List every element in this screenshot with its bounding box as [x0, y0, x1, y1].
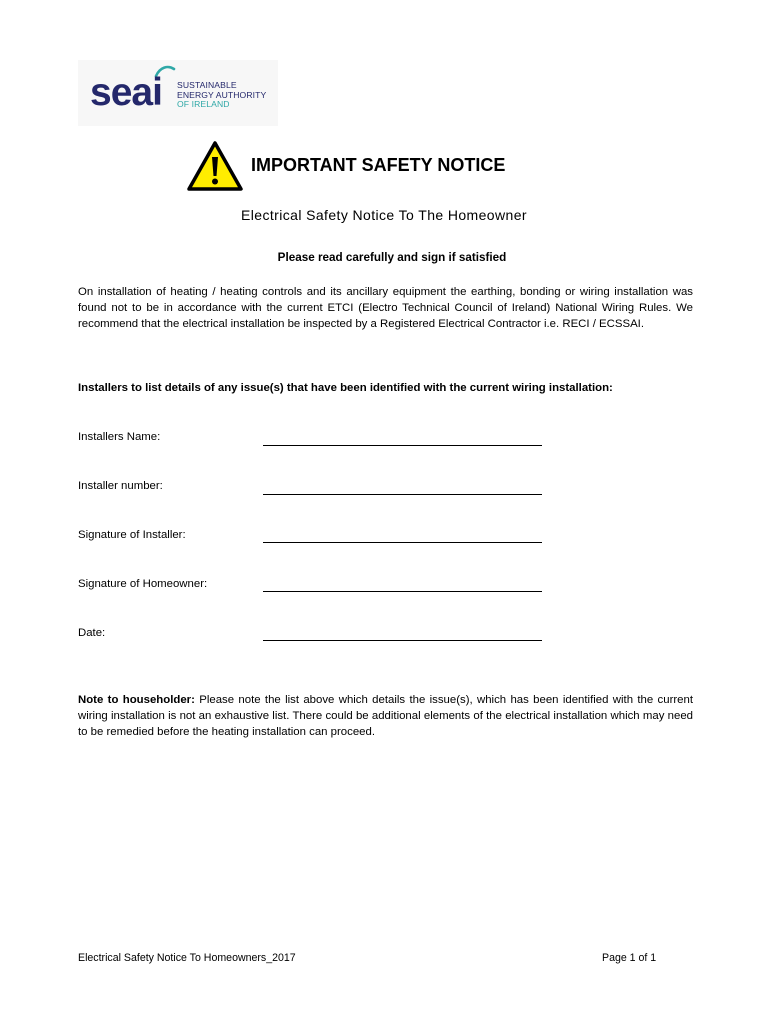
seai-tagline-line-3: OF IRELAND: [177, 99, 230, 109]
installer-number-label: Installer number:: [78, 480, 163, 492]
homeowner-signature-field[interactable]: [263, 577, 542, 592]
seai-tagline-line-2: ENERGY AUTHORITY: [177, 89, 267, 100]
installer-number-field[interactable]: [263, 480, 542, 495]
notice-title: IMPORTANT SAFETY NOTICE: [251, 155, 506, 175]
seai-tagline-line-1: SUSTAINABLE: [177, 80, 237, 90]
footer-document-name: Electrical Safety Notice To Homeowners_2017: [78, 952, 296, 964]
warning-triangle-icon: [186, 140, 244, 192]
date-label: Date:: [78, 627, 106, 639]
footer-page-number: Page 1 of 1: [602, 952, 657, 964]
seai-tagline: [177, 81, 266, 110]
installer-signature-label: Signature of Installer:: [78, 529, 186, 541]
issues-heading: Installers to list details of any issue(s) that have been identified with the current wiring installation:: [78, 382, 613, 394]
seai-wordmark: seai: [90, 71, 162, 114]
installers-name-field[interactable]: [263, 431, 542, 446]
seai-logo: [78, 60, 278, 126]
householder-note: [78, 692, 693, 740]
read-instruction: Please read carefully and sign if satisfied: [277, 251, 507, 264]
householder-note-text: Please note the list above which details the issue(s), which has been identified with the current wiring installation is not an exhaustive list. There could be additional elements of the electrical installation which may need to be remedied before the heating installation can proceed.: [78, 694, 693, 738]
notice-subtitle: Electrical Safety Notice To The Homeowner: [241, 207, 527, 223]
householder-note-label: Note to householder:: [78, 694, 195, 706]
installers-name-label: Installers Name:: [78, 431, 161, 443]
homeowner-signature-label: Signature of Homeowner:: [78, 578, 208, 590]
installer-signature-field[interactable]: [263, 528, 542, 543]
intro-paragraph: On installation of heating / heating controls and its ancillary equipment the earthing, bonding or wiring installation was found not to be in accordance with the current ETCI (Electro Technical Council of Ireland) National Wiring Rules. We recommend that the electrical installation be inspected by a Registered Electrical Contractor i.e. RECI / ECSSAI.: [78, 286, 693, 330]
date-field[interactable]: [263, 626, 542, 641]
